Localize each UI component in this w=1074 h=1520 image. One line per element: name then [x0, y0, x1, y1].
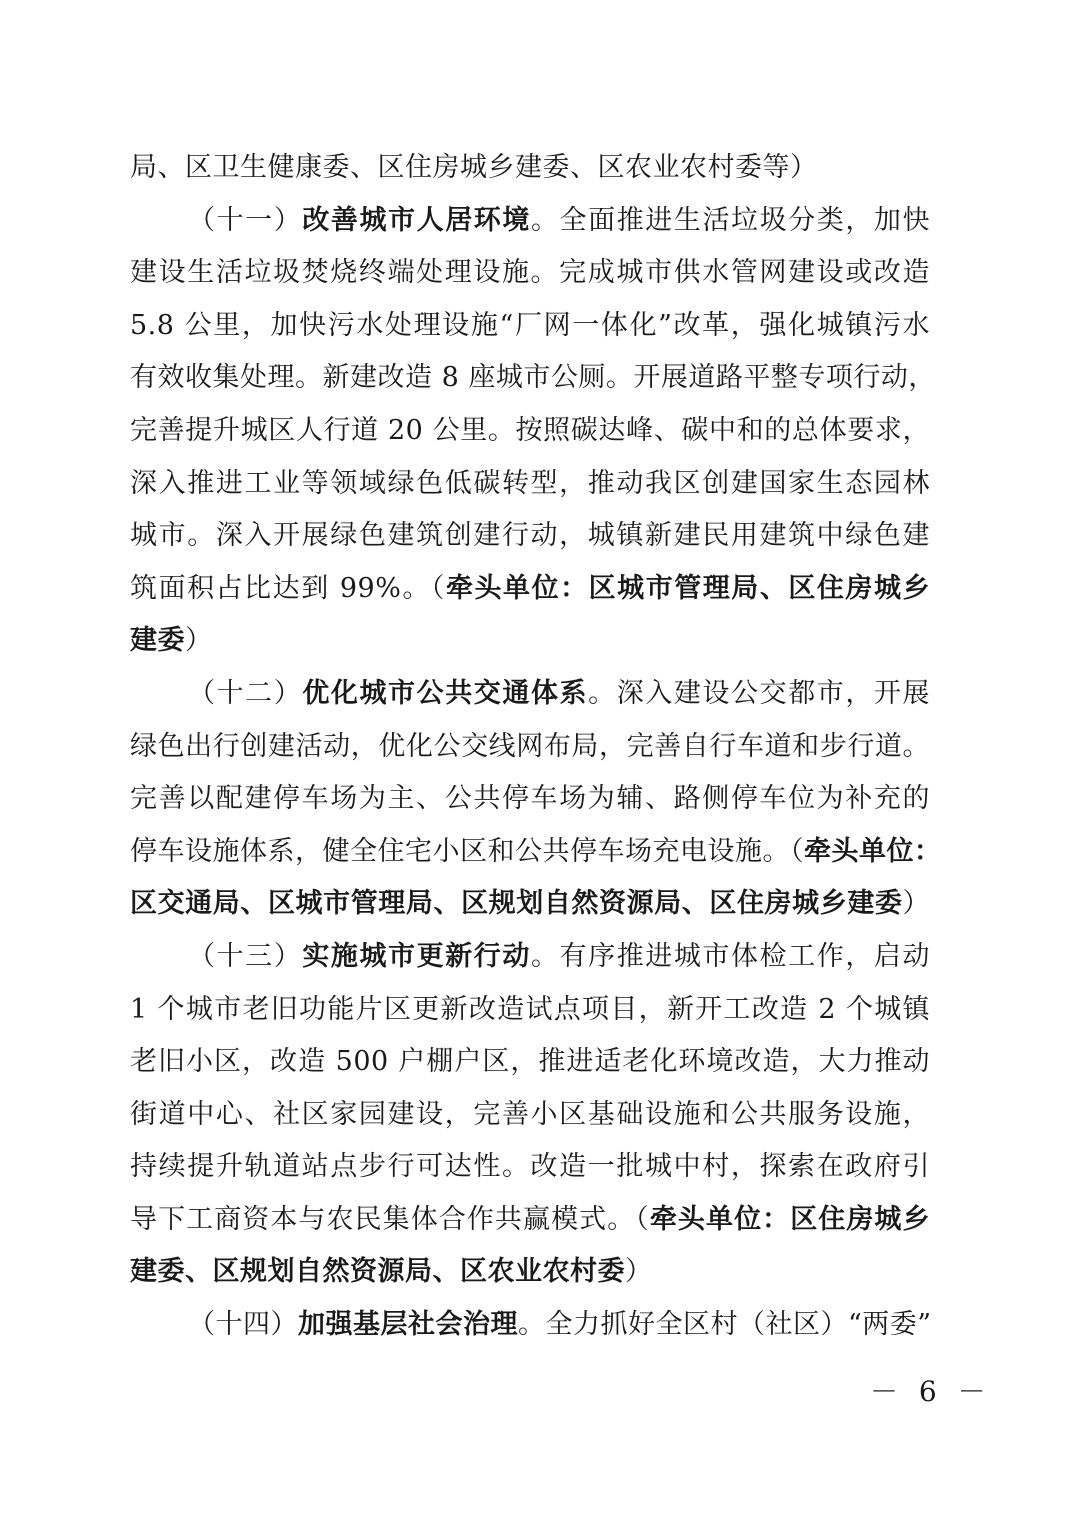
text-line — [130, 931, 930, 984]
body-text: 导下工商资本与农民集体合作共赢模式。（ — [130, 1203, 650, 1235]
text-line — [130, 878, 930, 931]
text-line — [130, 668, 930, 721]
body-text: 停车设施体系，健全住宅小区和公共停车场充电设施。（ — [130, 835, 804, 867]
text-line — [130, 1194, 930, 1247]
body-text: 。深入建设公交都市，开展 — [588, 677, 931, 709]
text-line — [130, 1141, 930, 1194]
text-line — [130, 826, 942, 879]
emphasis-text: 牵头单位： — [804, 835, 942, 867]
body-text: 。全力抓好全区村（社区）“两委” — [518, 1309, 932, 1341]
body-text: 街道中心、社区家园建设，完善小区基础设施和公共服务设施， — [130, 1098, 930, 1130]
body-text: ） — [902, 888, 930, 920]
text-line — [130, 984, 930, 1037]
text-line — [130, 352, 936, 405]
body-text: 深入推进工业等领域绿色低碳转型，推动我区创建国家生态园林 — [130, 467, 930, 499]
document-body — [130, 142, 942, 1352]
text-line — [130, 615, 930, 668]
text-line — [130, 195, 930, 248]
text-line — [130, 773, 930, 826]
body-text: 完善以配建停车场为主、公共停车场为辅、路侧停车位为补充的 — [130, 783, 930, 815]
body-text: （十一） — [188, 204, 303, 236]
body-text: 有效收集处理。新建改造 8 座城市公厕。开展道路平整专项行动， — [130, 362, 936, 394]
emphasis-text: 实施城市更新行动 — [302, 940, 531, 972]
body-text: 完善提升城区人行道 20 公里。按照碳达峰、碳中和的总体要求， — [130, 414, 930, 446]
emphasis-text: 优化城市公共交通体系 — [302, 677, 589, 709]
body-text: 老旧小区，改造 500 户棚户区，推进适老化环境改造，大力推动 — [130, 1046, 930, 1078]
body-text: 持续提升轨道站点步行可达性。改造一批城中村，探索在政府引 — [130, 1151, 930, 1183]
emphasis-text: 建委、区规划自然资源局、区农业农村委 — [130, 1256, 625, 1288]
body-text: （十四） — [188, 1309, 298, 1341]
body-text: ） — [185, 625, 213, 657]
body-text: 建设生活垃圾焚烧终端处理设施。完成城市供水管网建设或改造 — [130, 257, 930, 289]
body-text: 局、区卫生健康委、区住房城乡建委、区农业农村委等） — [130, 152, 818, 183]
text-line — [130, 1299, 930, 1352]
emphasis-text: 建委 — [130, 625, 185, 657]
body-text: （十二） — [188, 677, 303, 709]
text-line — [130, 458, 930, 511]
emphasis-text: 改善城市人居环境 — [302, 204, 531, 236]
body-text: 城市。深入开展绿色建筑创建行动，城镇新建民用建筑中绿色建 — [130, 520, 930, 552]
body-text: 筑面积占比达到 99%。（ — [130, 572, 446, 604]
text-line — [130, 142, 930, 195]
emphasis-text: 牵头单位：区城市管理局、区住房城乡 — [445, 572, 930, 604]
body-text: 。有序推进城市体检工作，启动 — [530, 940, 931, 972]
emphasis-text: 加强基层社会治理 — [298, 1309, 518, 1341]
text-line — [130, 563, 930, 616]
text-line — [130, 247, 930, 300]
text-line — [130, 405, 930, 458]
text-line — [130, 1089, 930, 1142]
emphasis-text: 牵头单位：区住房城乡 — [649, 1203, 931, 1235]
emphasis-text: 区交通局、区城市管理局、区规划自然资源局、区住房城乡建委 — [130, 888, 903, 920]
text-line — [130, 1246, 930, 1299]
text-line — [130, 1036, 930, 1089]
text-line — [130, 721, 930, 774]
page-number: － 6 － — [870, 1375, 992, 1408]
body-text: 5.8 公里，加快污水处理设施“厂网一体化”改革，强化城镇污水 — [130, 309, 930, 341]
body-text: 绿色出行创建活动，优化公交线网布局，完善自行车道和步行道。 — [130, 730, 930, 762]
body-text: 1 个城市老旧功能片区更新改造试点项目，新开工改造 2 个城镇 — [130, 993, 930, 1025]
body-text: 。全面推进生活垃圾分类，加快 — [530, 204, 931, 236]
text-line — [130, 510, 930, 563]
text-line — [130, 300, 930, 353]
body-text: （十三） — [188, 940, 303, 972]
body-text: ） — [625, 1256, 653, 1288]
